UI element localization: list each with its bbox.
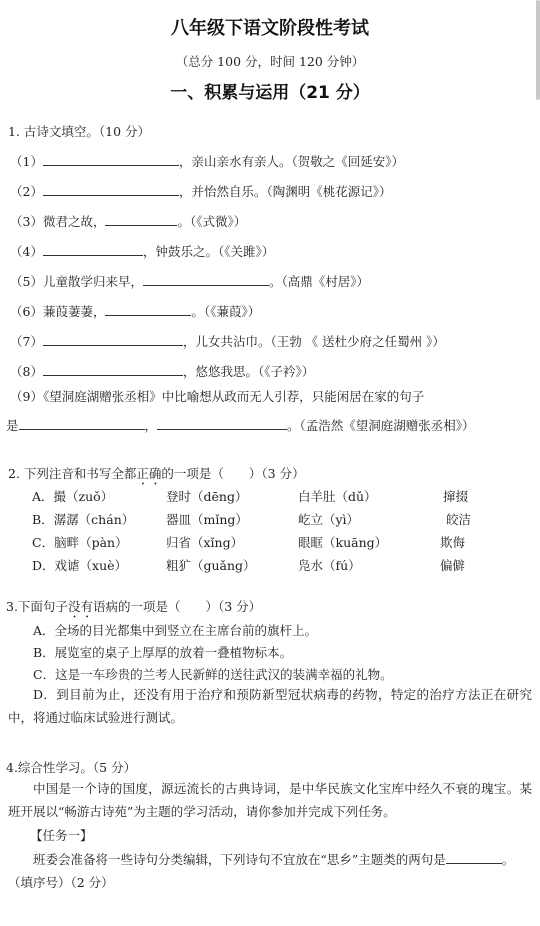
q2-option-b-word2: 器皿（mǐng） <box>166 512 248 527</box>
item-text: ，儿女共沾巾。（王勃 《 送杜少府之任蜀州 》） <box>182 334 445 349</box>
item-number: （4） <box>10 244 43 259</box>
item-text: ，并怡然自乐。（陶渊明《桃花源记》） <box>178 184 392 199</box>
exam-title: 八年级下语文阶段性考试 <box>171 18 369 39</box>
q2-option-d-label[interactable]: D．戏谑（xuè） <box>32 558 128 573</box>
item-number: （3） <box>10 214 43 229</box>
task-one-heading: 【任务一】 <box>30 828 93 843</box>
item-text: 。（高鼎《村居》） <box>268 274 369 289</box>
q1-item-6 <box>10 302 260 320</box>
answer-blank[interactable] <box>19 417 145 430</box>
item-number: （1） <box>10 154 43 169</box>
q2-option-b-label[interactable]: B．潺潺（chán） <box>32 512 135 527</box>
answer-blank[interactable] <box>43 183 179 196</box>
item-text: ，悠悠我思。（《子衿》） <box>182 364 315 379</box>
task-text: 班委会准备将一些诗句分类编辑，下列诗句不宜放在“思乡”主题类的两句是 <box>33 852 446 867</box>
q2-option-d-word3: 凫水（fú） <box>298 558 361 573</box>
item-number: （2） <box>10 184 43 199</box>
q2-option-a-word4: 撺掇 <box>443 489 469 504</box>
q1-item-9-line1: （9）《望洞庭湖赠张丞相》中比喻想从政而无人引荐，只能闲居在家的句子 <box>10 389 425 404</box>
q2-option-c-label[interactable]: C．脑畔（pàn） <box>32 535 128 550</box>
q2-option-b-word4: 皎洁 <box>446 512 472 527</box>
item-text: ，亲山亲水有亲人。（贺敬之《回延安》） <box>178 154 404 169</box>
q2-option-a-word3: 白羊肚（dǔ） <box>298 489 377 504</box>
q3-option-c[interactable]: C．这是一车珍贵的兰考人民新鲜的送往武汉的装满幸福的礼物。 <box>33 667 393 682</box>
item-prefix: 微君之故， <box>42 214 106 229</box>
q3-option-b[interactable]: B．展览室的桌子上厚厚的放着一叠植物标本。 <box>33 645 293 660</box>
task-one-note: （填序号）（2 分） <box>8 875 114 890</box>
q2-option-d-word4: 偏僻 <box>440 558 466 573</box>
exam-subtitle: （总分 100 分，时间 120 分钟） <box>175 54 365 69</box>
q1-item-2 <box>10 182 391 200</box>
stem-part: 2. 下列注音和书写全都 <box>8 466 137 481</box>
q2-option-a-label[interactable]: A．撮（zuǒ） <box>32 489 114 504</box>
answer-blank[interactable] <box>105 303 191 316</box>
item-number: （8） <box>10 364 43 379</box>
item-number: （6） <box>10 304 43 319</box>
emphasis-word: 正确 <box>136 466 162 481</box>
question-3-stem <box>6 597 261 621</box>
task-end: 。 <box>501 852 515 867</box>
q1-item-3 <box>10 212 246 230</box>
answer-blank[interactable] <box>105 213 177 226</box>
item-text: 。（《式微》） <box>177 214 247 229</box>
item-prefix: 是 <box>6 418 19 433</box>
answer-blank[interactable] <box>143 273 269 286</box>
item-number: （7） <box>10 334 43 349</box>
q1-item-8 <box>10 362 314 380</box>
answer-blank[interactable] <box>43 243 143 256</box>
q2-option-a-word2: 登时（dēng） <box>166 489 248 504</box>
stem-part: 语病的一项是（ ）（3 分） <box>92 599 262 614</box>
answer-blank[interactable] <box>157 417 287 430</box>
section-title: 一、积累与运用（21 分） <box>170 83 370 103</box>
stem-part: 3.下面句子 <box>6 599 68 614</box>
item-prefix: 蒹葭萋萋， <box>42 304 106 319</box>
q2-option-b-word3: 屹立（yì） <box>298 512 360 527</box>
question-2-stem <box>8 464 305 488</box>
q1-item-4 <box>10 242 274 260</box>
q2-option-c-word4: 欺侮 <box>440 535 466 550</box>
q2-option-c-word3: 眼眶（kuāng） <box>298 535 388 550</box>
q3-option-d[interactable]: D．到目前为止，还没有用于治疗和预防新型冠状病毒的药物，特定的治疗方法正在研究中，将通过临床试验进行测试。 <box>8 687 532 725</box>
answer-blank[interactable] <box>43 153 179 166</box>
question-1-stem: 1. 古诗文填空。（10 分） <box>8 124 151 139</box>
item-text: ，钟鼓乐之。（《关雎》） <box>142 244 275 259</box>
item-text: 。（孟浩然《望洞庭湖赠张丞相》） <box>287 418 475 433</box>
item-text: 。（《蒹葭》） <box>191 304 261 319</box>
task-one-question <box>33 850 514 868</box>
q4-intro-paragraph: 中国是一个诗的国度，源远流长的古典诗词，是中华民族文化宝库中经久不衰的瑰宝。某班开展以“畅游古诗苑”为主题的学习活动，请你参加并完成下列任务。 <box>8 781 532 819</box>
answer-blank[interactable] <box>446 851 502 864</box>
q2-option-c-word2: 归省（xǐng） <box>166 535 244 550</box>
q3-option-a[interactable]: A．全场的目光都集中到竖立在主席台前的旗杆上。 <box>33 623 318 638</box>
answer-blank[interactable] <box>43 333 183 346</box>
q1-item-1 <box>10 152 404 170</box>
item-number: （5） <box>10 274 43 289</box>
answer-blank[interactable] <box>43 363 183 376</box>
q1-item-9-line2 <box>6 416 475 434</box>
q2-option-d-word2: 粗犷（guǎng） <box>166 558 256 573</box>
item-prefix: 儿童散学归来早， <box>42 274 143 289</box>
q1-item-7 <box>10 332 445 350</box>
stem-part: 的一项是（ ）（3 分） <box>161 466 305 481</box>
question-4-stem: 4.综合性学习。（5 分） <box>6 760 137 775</box>
separator: ， <box>144 418 158 433</box>
q1-item-5 <box>10 272 369 290</box>
emphasis-word: 没有 <box>67 599 93 614</box>
